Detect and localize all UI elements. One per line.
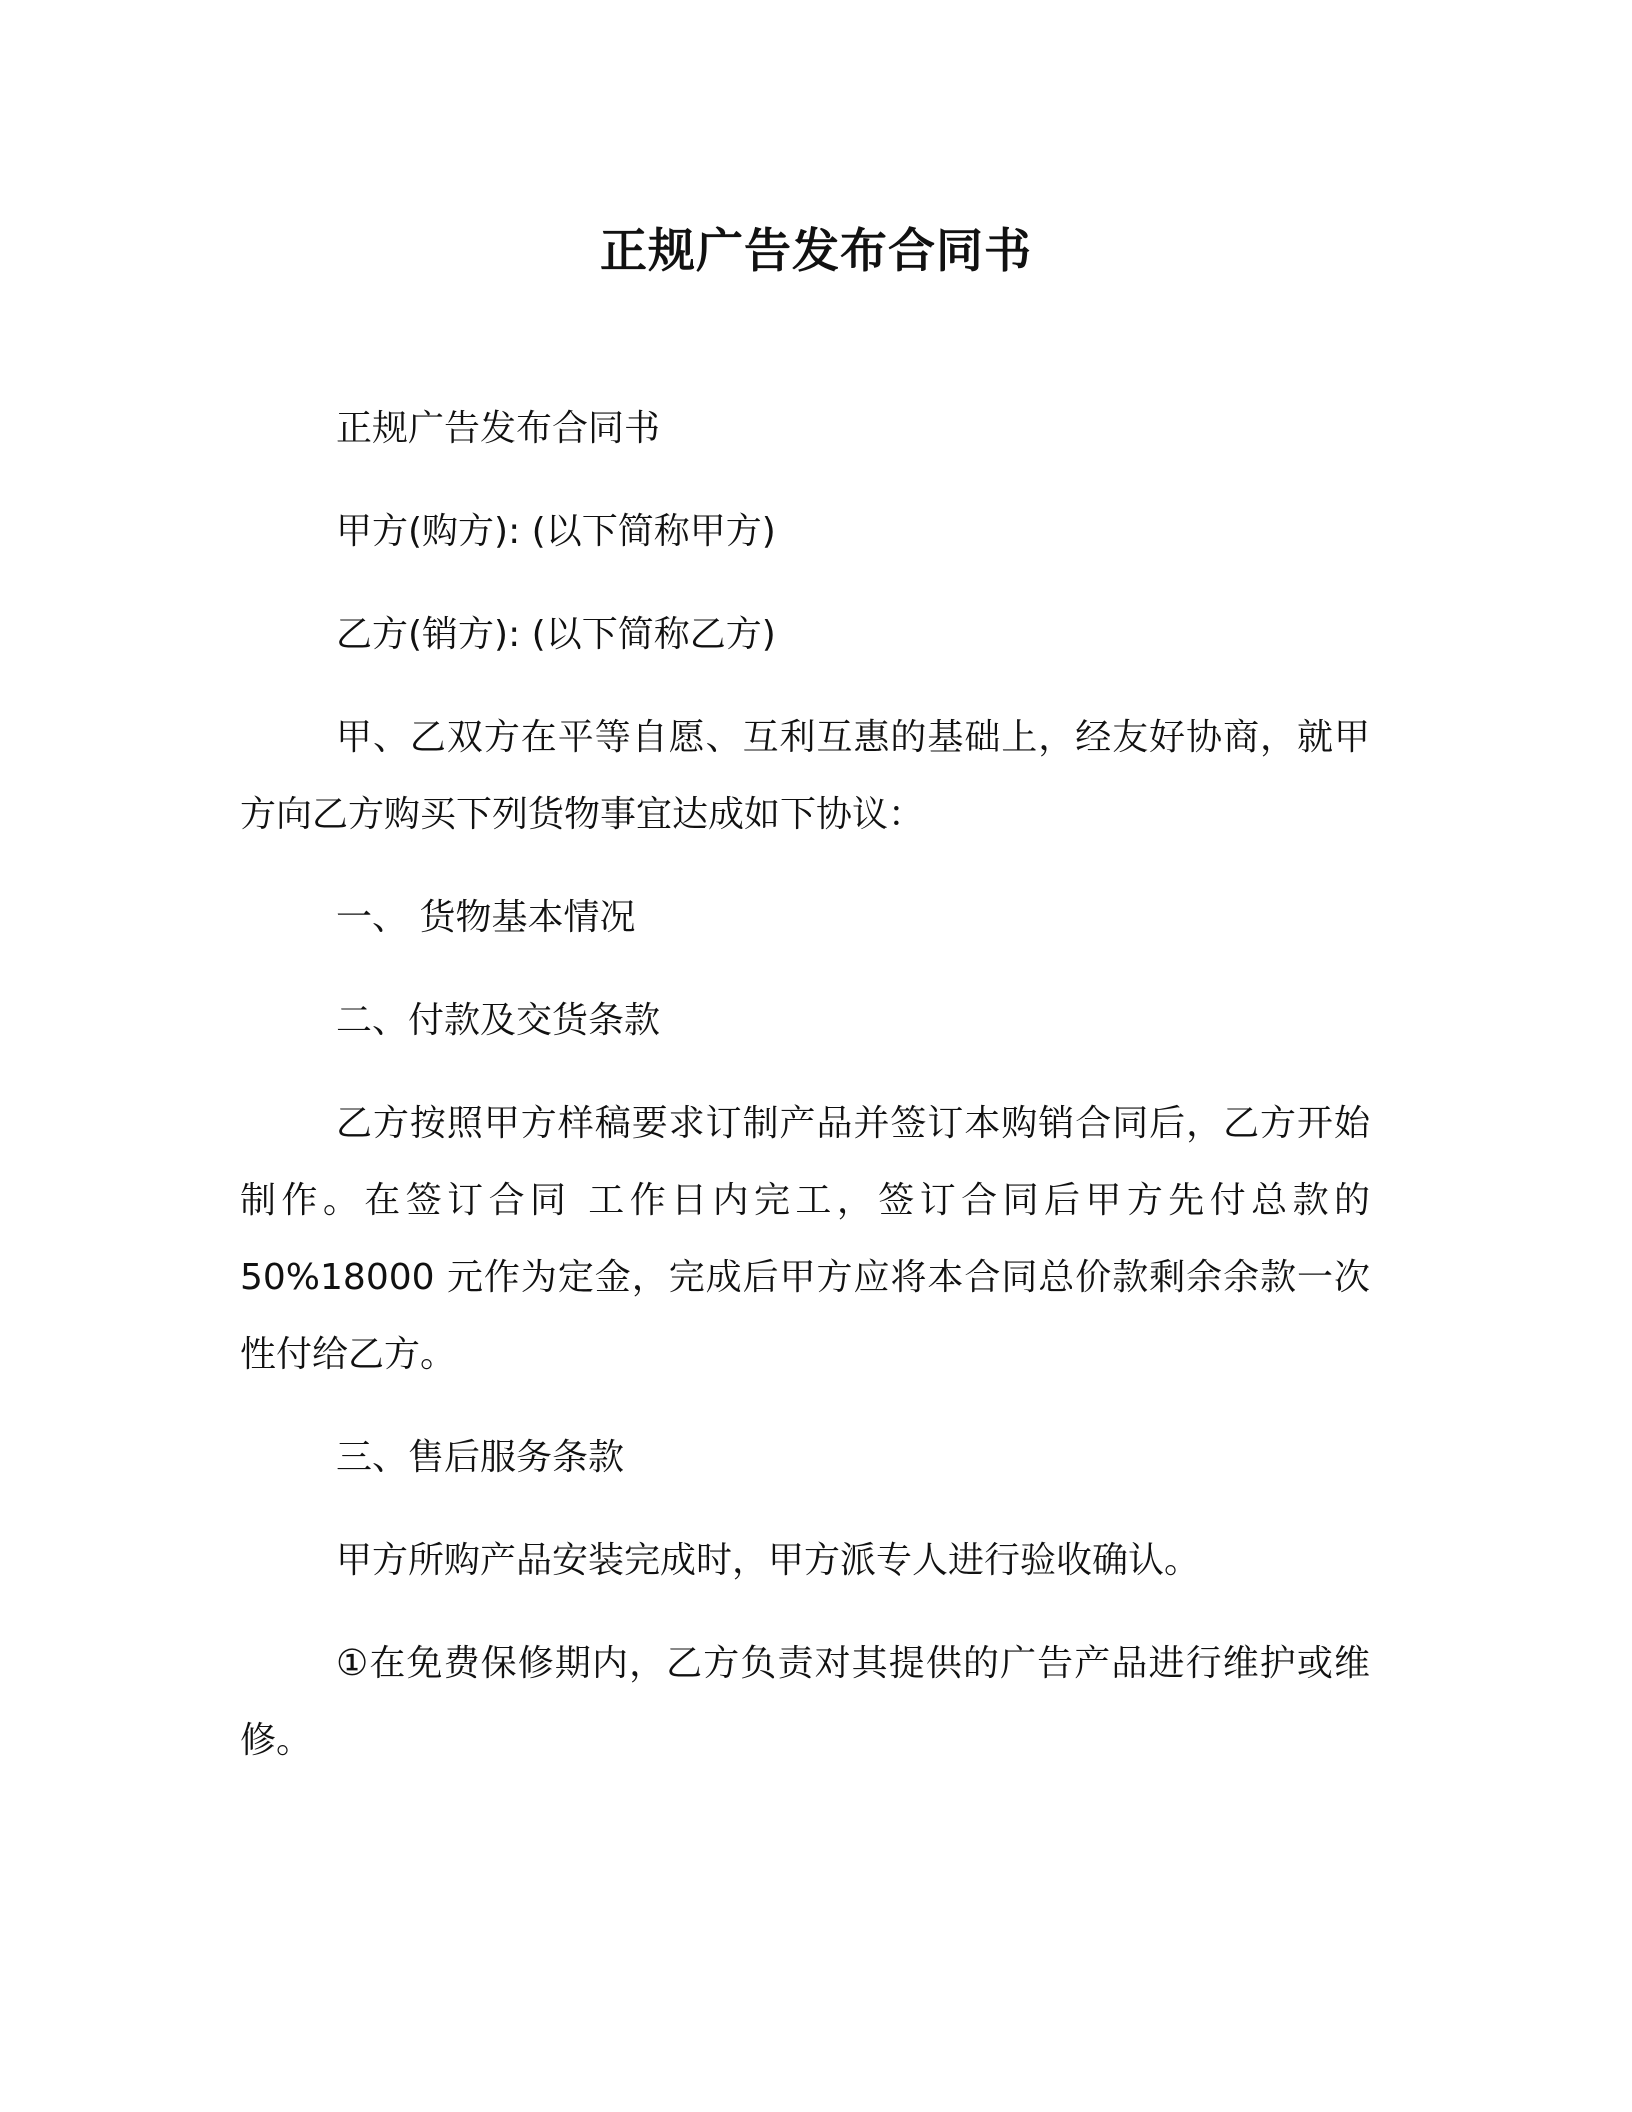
paragraph-party-a: 甲方(购方): (以下简称甲方) — [336, 511, 776, 552]
document-title: 正规广告发布合同书 — [600, 224, 1032, 279]
section-heading-after-sales: 三、售后服务条款 — [336, 1437, 625, 1478]
section-heading-payment: 二、付款及交货条款 — [336, 1000, 661, 1041]
document-body — [240, 390, 1370, 1805]
paragraph-acceptance: 甲方所购产品安装完成时，甲方派专人进行验收确认。 — [336, 1540, 1201, 1581]
paragraph-payment-terms: 乙方按照甲方样稿要求订制产品并签订本购销合同后，乙方开始制作。在签订合同 工作日内完工，签订合同后甲方先付总款的 50%18000 元作为定金，完成后甲方应将本合同总价款剩余余款一次性付给乙方。 — [240, 1103, 1370, 1375]
paragraph-heading: 正规广告发布合同书 — [336, 408, 661, 449]
paragraph-warranty: ①在免费保修期内，乙方负责对其提供的广告产品进行维护或维修。 — [240, 1643, 1370, 1761]
paragraph-party-b: 乙方(销方): (以下简称乙方) — [336, 614, 776, 655]
paragraph-agreement-intro: 甲、乙双方在平等自愿、互利互惠的基础上，经友好协商，就甲方向乙方购买下列货物事宜达成如下协议： — [240, 717, 1370, 835]
section-heading-goods: 一、 货物基本情况 — [336, 897, 636, 938]
